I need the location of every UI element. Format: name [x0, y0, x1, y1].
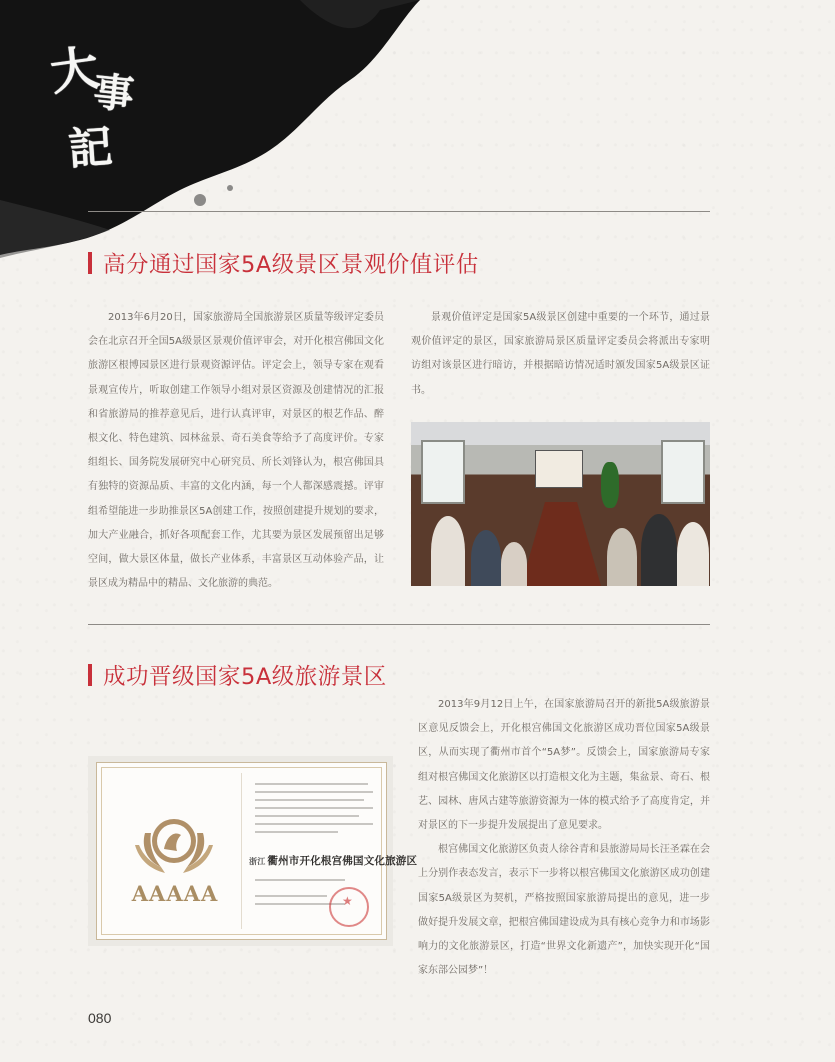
masthead-calligraphy	[46, 32, 160, 176]
section-1-paragraph-1: 2013年6月20日，国家旅游局全国旅游景区质量等级评定委员会在北京召开全国5A级景区景观价值评审会，对开化根宫佛国文化旅游区根博园景区进行景观资源评估。评定会上，领导专家在观看景观宣传片，听取创建工作领导小组对景区资源及创建情况的汇报和省旅游局的推荐意见后，进行认真评审，对景区的根艺作品、醉根文化、特色建筑、园林盆景、奇石美食等给予了高度评价。专家组组长、国务院发展研究中心研究员、所长刘锋认为，根宫佛国具有独特的资源品质、丰富的文化内涵，每一个人都深感震撼。评审组希望能进一步助推景区5A创建工作，按照创建提升规划的要求，加大产业融合，抓好各项配套工作，尤其要为景区发展预留出足够空间，做大景区体量，做长产业体系，丰富景区互动体验产品，让景区成为精品中的精品、文化旅游的典范。	[88, 312, 384, 590]
laurel-emblem-icon	[131, 805, 217, 883]
page-number: 080	[88, 1010, 112, 1026]
certificate-awardee	[249, 853, 418, 868]
photo-person	[501, 542, 527, 586]
photo-window	[421, 440, 465, 504]
section-2-column	[418, 693, 710, 983]
title-accent-bar	[88, 252, 92, 274]
section-title-2-text: 成功晋级国家5A级旅游景区	[103, 664, 387, 690]
section-divider-2	[88, 624, 710, 625]
photo-person	[471, 530, 501, 586]
title-accent-bar	[88, 664, 92, 686]
section-2-paragraph-1: 2013年9月12日上午，在国家旅游局召开的新批5A级旅游景区意见反馈会上，开化根宫佛国文化旅游区成功晋位国家5A级景区，从而实现了衢州市首个“5A梦”。反馈会上，国家旅游局专家组对根宫佛国文化旅游区以打造根文化为主题，集盆景、奇石、根艺、园林、唐风古建等旅游资源为一体的模式给予了高度肯定，并对景区的下一步提升发展提出了意见要求。	[418, 699, 710, 832]
section-title-2	[88, 660, 387, 690]
masthead-char-1: 大	[46, 39, 103, 103]
certificate-frame	[96, 762, 418, 940]
conference-table	[521, 502, 601, 586]
projection-screen	[535, 450, 583, 488]
photo-person	[677, 522, 709, 586]
certificate-awardee-text: 衢州市开化根宫佛国文化旅游区	[267, 855, 418, 867]
section-divider-1	[88, 211, 710, 212]
photo-person	[431, 516, 465, 586]
section-title-1	[88, 248, 479, 278]
masthead-char-2: 事	[91, 68, 137, 119]
photo-window	[661, 440, 705, 504]
meeting-photo	[411, 422, 710, 586]
certificate-grade: AAAAA	[131, 881, 219, 906]
section-1-right-column	[411, 306, 710, 403]
certificate-fold	[241, 773, 242, 929]
certificate-text-lines	[255, 783, 373, 839]
certificate-photo	[88, 756, 418, 946]
section-1-paragraph-2: 景观价值评定是国家5A级景区创建中重要的一个环节，通过景观价值评定的景区，国家旅游局景区质量评定委员会将派出专家明访组对该景区进行暗访，并根据暗访情况适时颁发国家5A级景区证书。	[411, 312, 710, 396]
official-seal-icon	[329, 887, 369, 927]
photo-plant	[601, 462, 619, 508]
photo-person	[607, 528, 637, 586]
certificate-prefix: 浙江	[249, 856, 266, 866]
photo-person	[641, 514, 677, 586]
masthead-char-3: 記	[66, 121, 115, 176]
section-1-left-column	[88, 306, 384, 596]
section-2-paragraph-2: 根宫佛国文化旅游区负责人徐谷青和县旅游局局长汪圣឵霖在会上分别作表态发言，表示下一步将以根宫佛国文化旅游区成功创建国家5A级景区为契机，严格按照国家旅游局提出的意见，进一步做好提升发展文章，把根宫佛国建设成为具有核心竞争力和市场影响力的文化旅游景区，打造“世界文化新遗产”，加快实现开化“国家东部公园梦”！	[418, 844, 710, 977]
section-title-1-text: 高分通过国家5A级景区景观价值评估	[103, 252, 479, 278]
